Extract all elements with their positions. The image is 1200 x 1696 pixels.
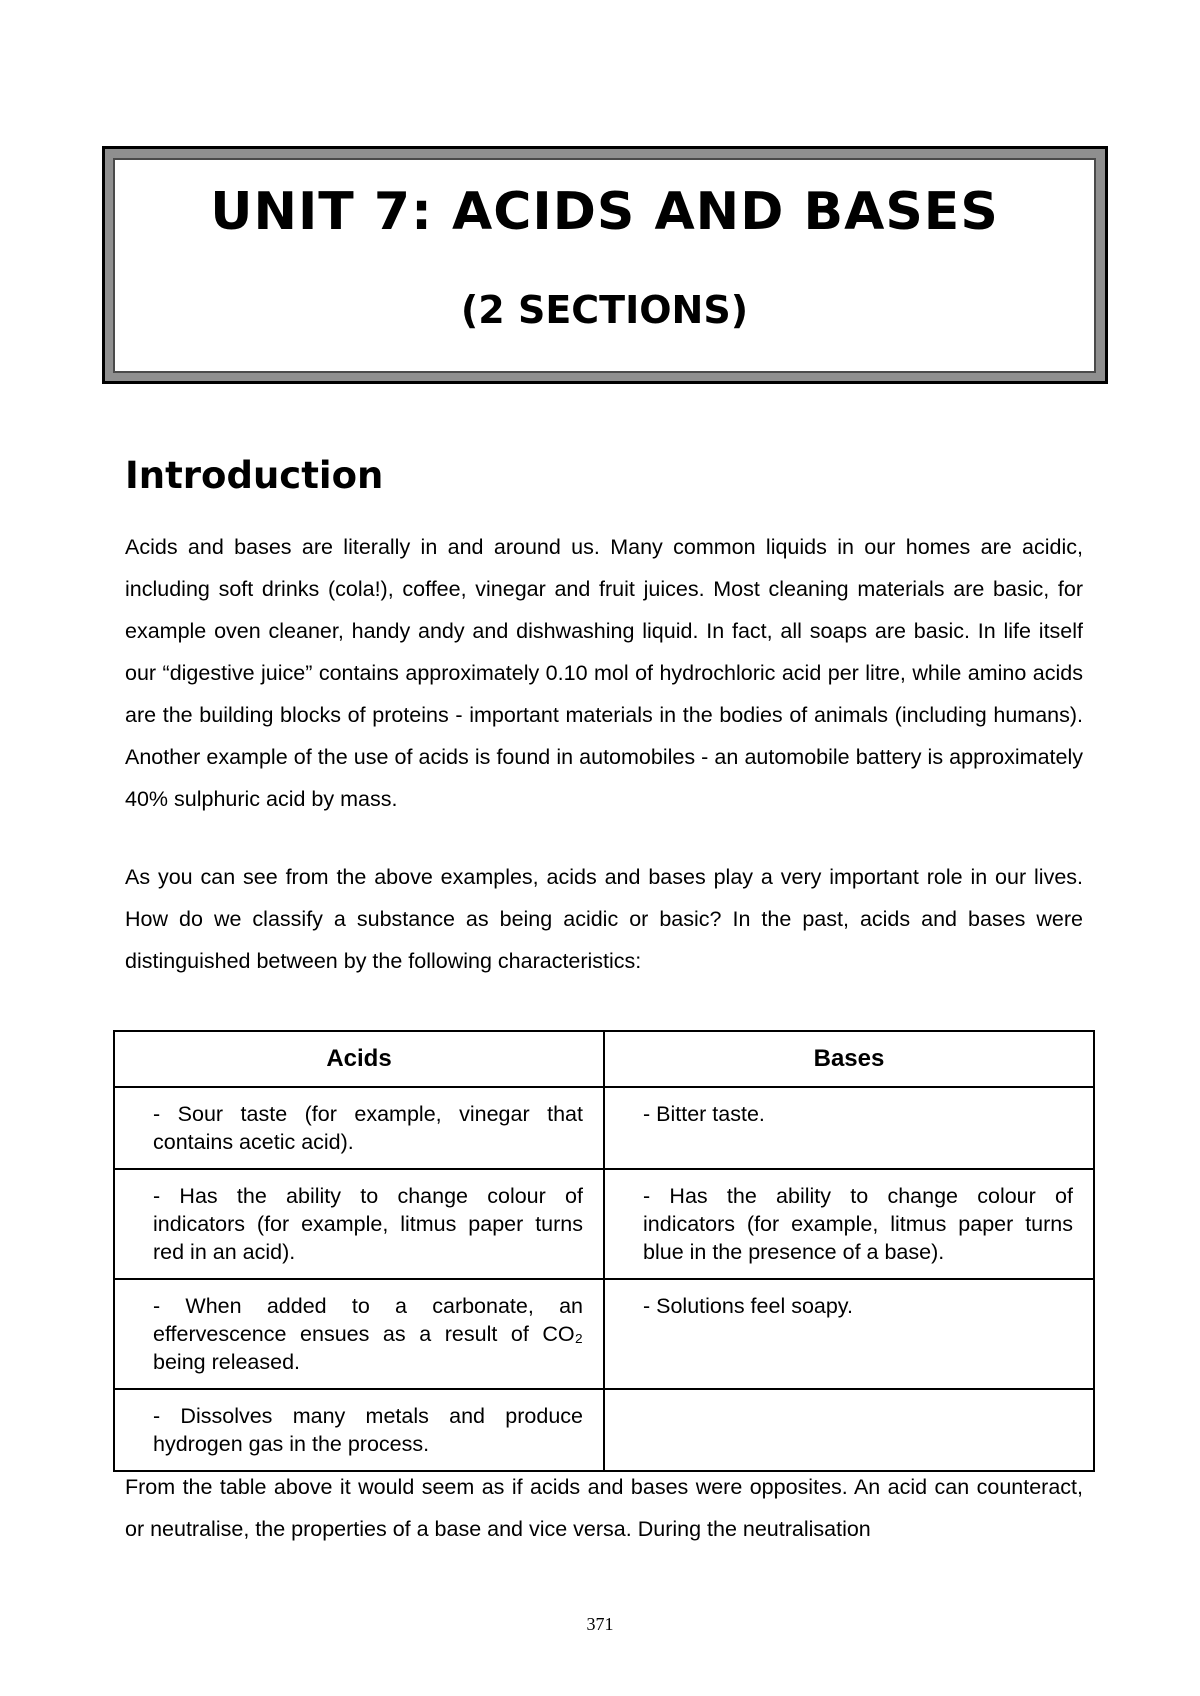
table-cell-bases	[604, 1389, 1094, 1471]
cell-text: - Has the ability to change colour of indicators (for example, litmus paper turns red in an acid).	[153, 1184, 583, 1264]
cell-text: - Solutions feel soapy.	[643, 1294, 853, 1318]
cell-text: - Dissolves many metals and produce hydrogen gas in the process.	[153, 1404, 583, 1456]
cell-text: - When added to a carbonate, an effervescence ensues as a result of CO₂ being released.	[153, 1294, 583, 1374]
table-cell-bases	[604, 1169, 1094, 1279]
cell-text: - Bitter taste.	[643, 1102, 765, 1126]
introduction-paragraph-1: Acids and bases are literally in and around us. Many common liquids in our homes are acidic, including soft drinks (cola!), coffee, vinegar and fruit juices. Most cleaning materials are basic, for example oven cleaner, handy andy and dishwashing liquid. In fact, all soaps are basic. In life itself our “digestive juice” contains approximately 0.10 mol of hydrochloric acid per litre, while amino acids are the building blocks of proteins - important materials in the bodies of animals (including humans). Another example of the use of acids is found in automobiles - an automobile battery is approximately 40% sulphuric acid by mass.	[125, 535, 1083, 811]
acids-bases-table	[113, 1030, 1095, 1472]
table-cell-acids	[114, 1279, 604, 1389]
cell-text: - Sour taste (for example, vinegar that contains acetic acid).	[153, 1102, 583, 1154]
table-cell-acids	[114, 1087, 604, 1169]
table-header-bases: Bases	[604, 1031, 1094, 1087]
introduction-paragraph-2: As you can see from the above examples, acids and bases play a very important role in our lives. How do we classify a substance as being acidic or basic? In the past, acids and bases were distinguished between by the following characteristics:	[125, 865, 1083, 973]
table-cell-acids	[114, 1169, 604, 1279]
unit-title: UNIT 7: ACIDS AND BASES	[210, 182, 999, 242]
table-header-row	[114, 1031, 1094, 1087]
table-row	[114, 1389, 1094, 1471]
table-cell-acids	[114, 1389, 604, 1471]
table-row	[114, 1087, 1094, 1169]
table-cell-bases	[604, 1087, 1094, 1169]
cell-text: - Has the ability to change colour of indicators (for example, litmus paper turns blue in the presence of a base).	[643, 1184, 1073, 1264]
cell-text	[605, 1390, 1093, 1410]
closing-paragraph: From the table above it would seem as if acids and bases were opposites. An acid can counteract, or neutralise, the properties of a base and vice versa. During the neutralisation	[125, 1475, 1083, 1541]
introduction-heading: Introduction	[125, 454, 384, 497]
unit-subtitle: (2 SECTIONS)	[460, 288, 749, 332]
table-row	[114, 1169, 1094, 1279]
table-cell-bases	[604, 1279, 1094, 1389]
page-number: 371	[586, 1614, 614, 1634]
table-row	[114, 1279, 1094, 1389]
unit-title-box	[102, 146, 1108, 384]
table-header-acids: Acids	[114, 1031, 604, 1087]
unit-title-box-inner	[113, 158, 1096, 373]
